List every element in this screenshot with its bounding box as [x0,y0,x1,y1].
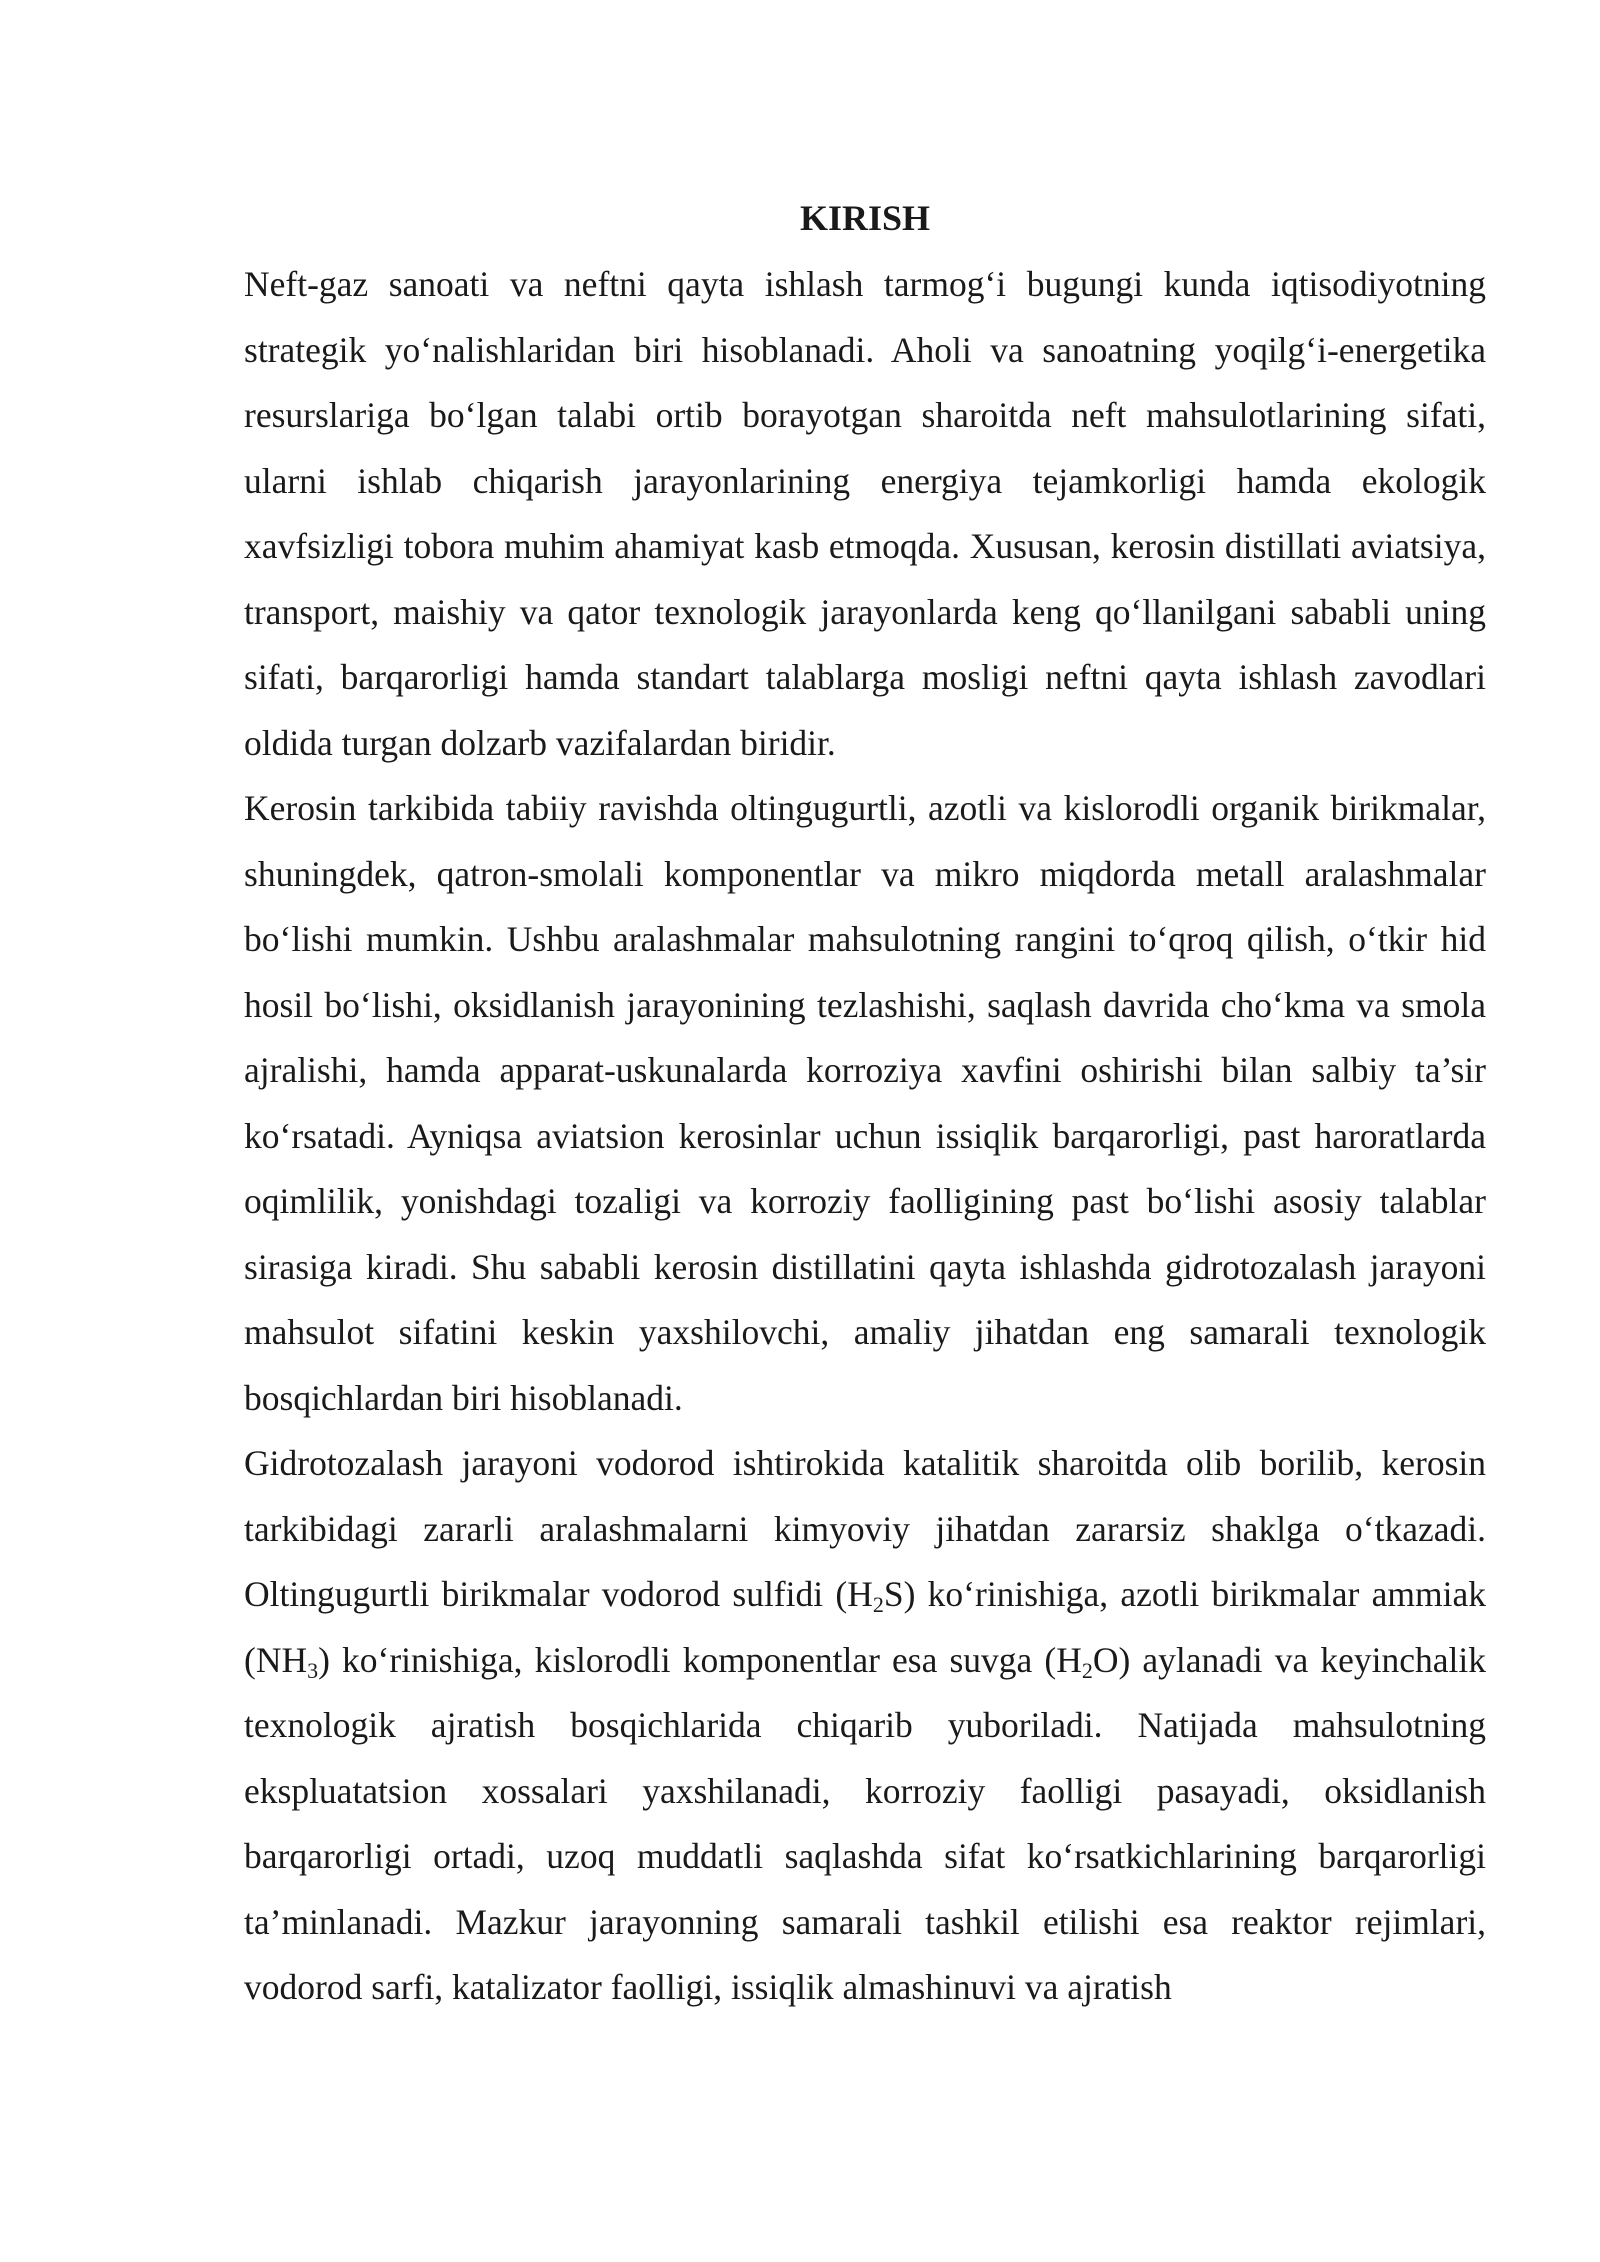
text-run: O) aylanadi va keyinchalik texnologik ajratish bosqichlarida chiqarib yuboriladi. Natijada mahsulotning ekspluatatsion xossalari yaxshilanadi, korroziy faolligi pasayadi, oksidlanish barqarorligi ortadi, uzoq muddatli saqlashda sifat ko‘rsatkichlarining barqarorligi ta’minlanadi. Mazkur jarayonning samarali tashkil etilishi esa reaktor rejimlari, vodorod sarfi, katalizator faolligi, issiqlik almashinuvi va ajratish [244,1639,1486,2007]
text-run: Neft-gaz sanoati va neftni qayta ishlash tarmog‘i bugungi kunda iqtisodiyotning strategik yo‘nalishlaridan biri hisoblanadi. Aholi va sanoatning yoqilg‘i-energetika resurslariga bo‘lgan talabi ortib borayotgan sharoitda neft mahsulotlarining sifati, ularni ishlab chiqarish jarayonlarining energiya tejamkorligi hamda ekologik xavfsizligi tobora muhim ahamiyat kasb etmoqda. Xususan, kerosin distillati aviatsiya, transport, maishiy va qator texnologik jarayonlarda keng qo‘llanilgani sababli uning sifati, barqarorligi hamda standart talablarga mosligi neftni qayta ishlash zavodlari oldida turgan dolzarb vazifalardan biridir. [244,264,1486,763]
text-run: ) ko‘rinishiga, kislorodli komponentlar esa suvga (H [318,1639,1082,1680]
section-title: KIRISH [799,198,931,238]
body-text [244,252,1486,2021]
subscript: 2 [872,1592,884,1617]
subscript: 3 [307,1657,319,1683]
paragraph [244,776,1486,1431]
text-run: S) ko‘rinishiga, azotli birikmalar ammiak (NH [244,1574,1486,1680]
subscript: 2 [1081,1657,1093,1683]
paragraph [244,252,1486,776]
document-page [244,196,1486,2021]
text-run: Kerosin tarkibida tabiiy ravishda oltingugurtli, azotli va kislorodli organik birikmalar, shuningdek, qatron-smolali komponentlar va mikro miqdorda metall aralashmalar bo‘lishi mumkin. Ushbu aralashmalar mahsulotning rangini to‘qroq qilish, o‘tkir hid hosil bo‘lishi, oksidlanish jarayonining tezlashishi, saqlash davrida cho‘kma va smola ajralishi, hamda apparat-uskunalarda korroziya xavfini oshirishi bilan salbiy ta’sir ko‘rsatadi. Ayniqsa aviatsion kerosinlar uchun issiqlik barqarorligi, past haroratlarda oqimlilik, yonishdagi tozaligi va korroziy faolligining past bo‘lishi asosiy talablar sirasiga kiradi. Shu sababli kerosin distillatini qayta ishlashda gidrotozalash jarayoni mahsulot sifatini keskin yaxshilovchi, amaliy jihatdan eng samarali texnologik bosqichlardan biri hisoblanadi. [244,788,1486,1418]
text-run: Gidrotozalash jarayoni vodorod ishtirokida katalitik sharoitda olib borilib, kerosin tarkibidagi zararli aralashmalarni kimyoviy jihatdan zararsiz shaklga o‘tkazadi. Oltingugurtli birikmalar vodorod sulfidi (H [244,1443,1486,1614]
paragraph [244,1431,1486,2021]
